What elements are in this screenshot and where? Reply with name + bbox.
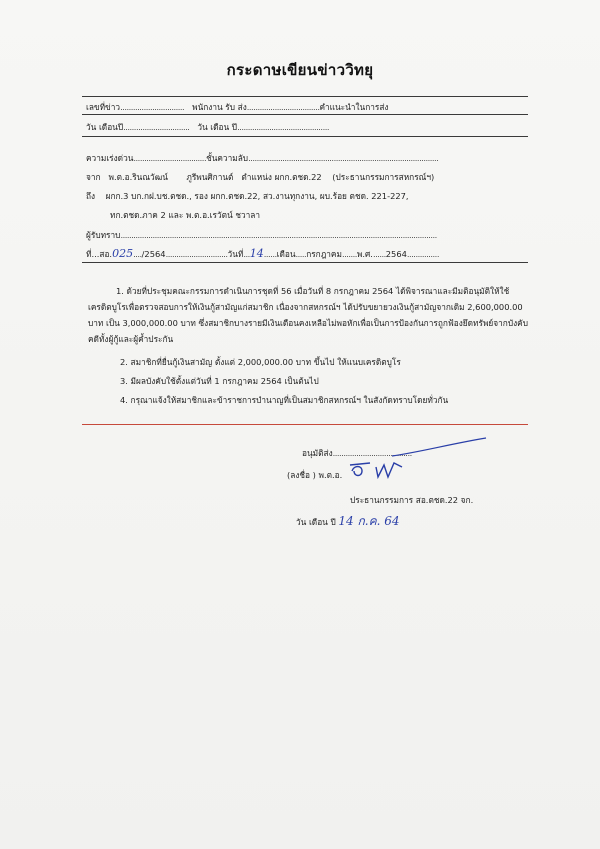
from-label: จาก [86, 172, 101, 182]
signature-mark [348, 457, 408, 483]
from-row [86, 170, 434, 184]
to-line-2: ทก.ตชด.ภาค 2 และ พ.ต.อ.เรวัตน์ ชวาลา [110, 210, 261, 220]
approval-date-row [296, 512, 400, 531]
approval-date-label: วัน เดือน ปี [296, 517, 336, 527]
approver-row: อนุมัติส่ง..................................... [302, 448, 412, 458]
receiver-label: ผู้รับทราบ [86, 230, 121, 240]
signature-row [287, 468, 342, 482]
ref-day: 14 [249, 247, 264, 260]
header-top-rule [82, 96, 528, 97]
ref-year-part: /2564 [141, 249, 166, 259]
operator-label: พนักงาน รับ ส่ง [192, 102, 247, 112]
header-bottom-rule [82, 136, 528, 137]
to-line-1: ผกก.3 บก.กฝ.บช.ตชด., รอง ผกก.ตชด.22, สว.งานทุกงาน, ผบ.ร้อย ตชด. 221-227, [105, 191, 409, 201]
approval-date: 14 ก.ค. 64 [338, 514, 400, 528]
date-label-2: วัน เดือน ปี [197, 122, 238, 132]
instructions-label: คำแนะนำในการส่ง [319, 102, 389, 112]
urgency-label: ความเร่งด่วน [86, 153, 134, 163]
ref-prefix: ที่...สอ. [86, 249, 113, 259]
page-title: กระดาษเขียนข่าววิทยุ [226, 61, 374, 79]
from-name: พ.ต.อ.รินณวัฒน์ [108, 172, 168, 182]
from-position: ตำแหน่ง ผกก.ตชด.22 [241, 172, 322, 182]
header-row-1: เลขที่ข่าว.............................. พนักงาน รับ ส่ง..................................คำแนะนำในการส่ง [86, 102, 389, 112]
header-mid-rule [82, 114, 528, 115]
ref-number: 025 [112, 247, 134, 260]
body-item-4: 4. กรุณาแจ้งให้สมาชิกและข้าราชการบำนาญที่เป็นสมาชิกสหกรณ์ฯ ในสังกัดทราบโดยทั่วกัน [120, 395, 449, 405]
ref-month-label: เดือน [276, 249, 296, 259]
sign-label: (ลงชื่อ ) พ.ต.อ. [287, 470, 343, 480]
to-label: ถึง [86, 191, 96, 201]
date-label-1: วัน เดือนปี [86, 122, 124, 132]
ref-year: 2564 [385, 249, 407, 259]
position-row: ประธานกรรมการ สอ.ตชด.22 จก. [350, 495, 474, 505]
approver-label: อนุมัติส่ง [302, 448, 333, 458]
header-row-2: วัน เดือนปี............................... วัน เดือน ปี........................................... [86, 122, 329, 132]
body-paragraph-1: 1. ด้วยที่ประชุมคณะกรรมการดำเนินการชุดที่ 56 เมื่อวันที่ 8 กรกฎาคม 2564 ได้พิจารณาและมีมติอนุมัติให้ใช้เครดิตบูโรเพื่อตรวจสอบการให้เงินกู้สามัญแก่สมาชิก เนื่องจากสหกรณ์ฯ ได้ปรับขยายวงเงินกู้สามัญจากเดิม 2,600,000.00 บาท เป็น 3,000,000.00 บาท ซึ่งสมาชิกบางรายมีเงินเดือนคงเหลือไม่พอหักเพื่อเป็นการป้องกันการถูกฟ้องยึดทรัพย์จากบังคับคดีทั้งผู้กู้และผู้ค้ำประกัน [88, 286, 528, 344]
to-row-1 [86, 189, 409, 203]
ref-era: พ.ศ. [356, 249, 373, 259]
body-bottom-rule [82, 424, 528, 425]
news-no-label: เลขที่ข่าว [86, 102, 121, 112]
urgency-row: ความเร่งด่วน..................................ชั้นความลับ......................................................................................... [86, 153, 439, 163]
from-name2: ภูรีพนศิกานต์ [186, 172, 234, 182]
ref-month: กรกฎาคม [306, 249, 342, 259]
receiver-row: ผู้รับทราบ.................................................................................................................................................... [86, 230, 437, 240]
reference-row: ที่...สอ.025..../2564.............................วันที่...14......เดือน.....กรกฎาคม.......พ.ศ.......2564............... [86, 247, 439, 260]
to-row-2 [110, 208, 260, 222]
body-item-2: 2. สมาชิกที่ยื่นกู้เงินสามัญ ตั้งแต่ 2,000,000.00 บาท ขึ้นไป ให้แนบเครดิตบูโร [120, 357, 401, 367]
meta-bottom-rule [82, 262, 528, 263]
from-role: (ประธานกรรมการสหกรณ์ฯ) [332, 172, 435, 182]
ref-date-label: วันที่ [227, 249, 244, 259]
secrecy-label: ชั้นความลับ [206, 153, 249, 163]
body-item-3: 3. มีผลบังคับใช้ตั้งแต่วันที่ 1 กรกฎาคม 2564 เป็นต้นไป [120, 376, 319, 386]
